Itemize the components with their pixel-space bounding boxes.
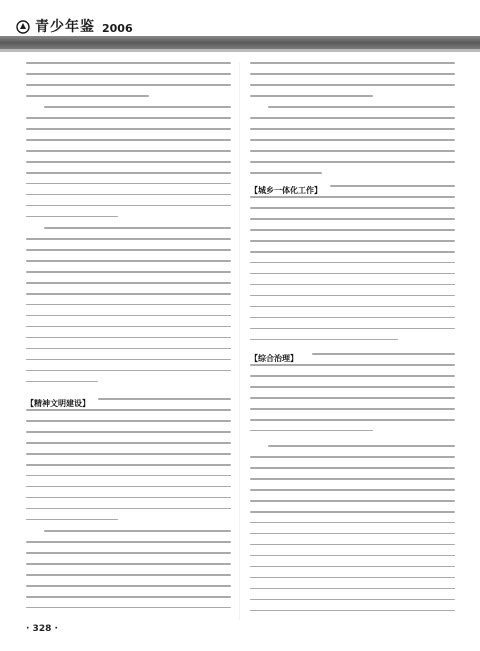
left-paragraph-2 [26,106,231,227]
section-heading-governance-text: 综合治理 [258,354,290,363]
section-heading-culture: 【精神文明建设】 [26,399,90,408]
right-paragraph-2 [250,106,455,183]
left-paragraph-5 [26,530,231,618]
header-band [0,36,480,49]
left-paragraph-4 [26,398,231,530]
section-heading-culture-text: 精神文明建设 [34,399,82,408]
left-column [26,62,231,620]
journal-emblem-icon [16,19,30,33]
right-paragraph-4 [250,353,455,441]
header-band-rule [0,49,480,52]
right-paragraph-5 [250,445,455,621]
section-heading-urban-rural-text: 城乡一体化工作 [258,186,314,195]
page-header [0,0,480,56]
journal-title: 青少年鉴 [35,19,95,35]
journal-logo [16,14,133,36]
column-divider [239,62,240,620]
right-paragraph-1 [250,62,455,106]
left-paragraph-3 [26,227,231,392]
right-column [250,62,455,620]
left-paragraph-1 [26,62,231,106]
right-paragraph-3 [250,185,455,350]
section-heading-governance: 【综合治理】 [250,354,298,363]
section-heading-urban-rural: 【城乡一体化工作】 [250,186,322,195]
page-number: · 328 · [26,624,58,634]
journal-year: 2006 [102,22,133,35]
